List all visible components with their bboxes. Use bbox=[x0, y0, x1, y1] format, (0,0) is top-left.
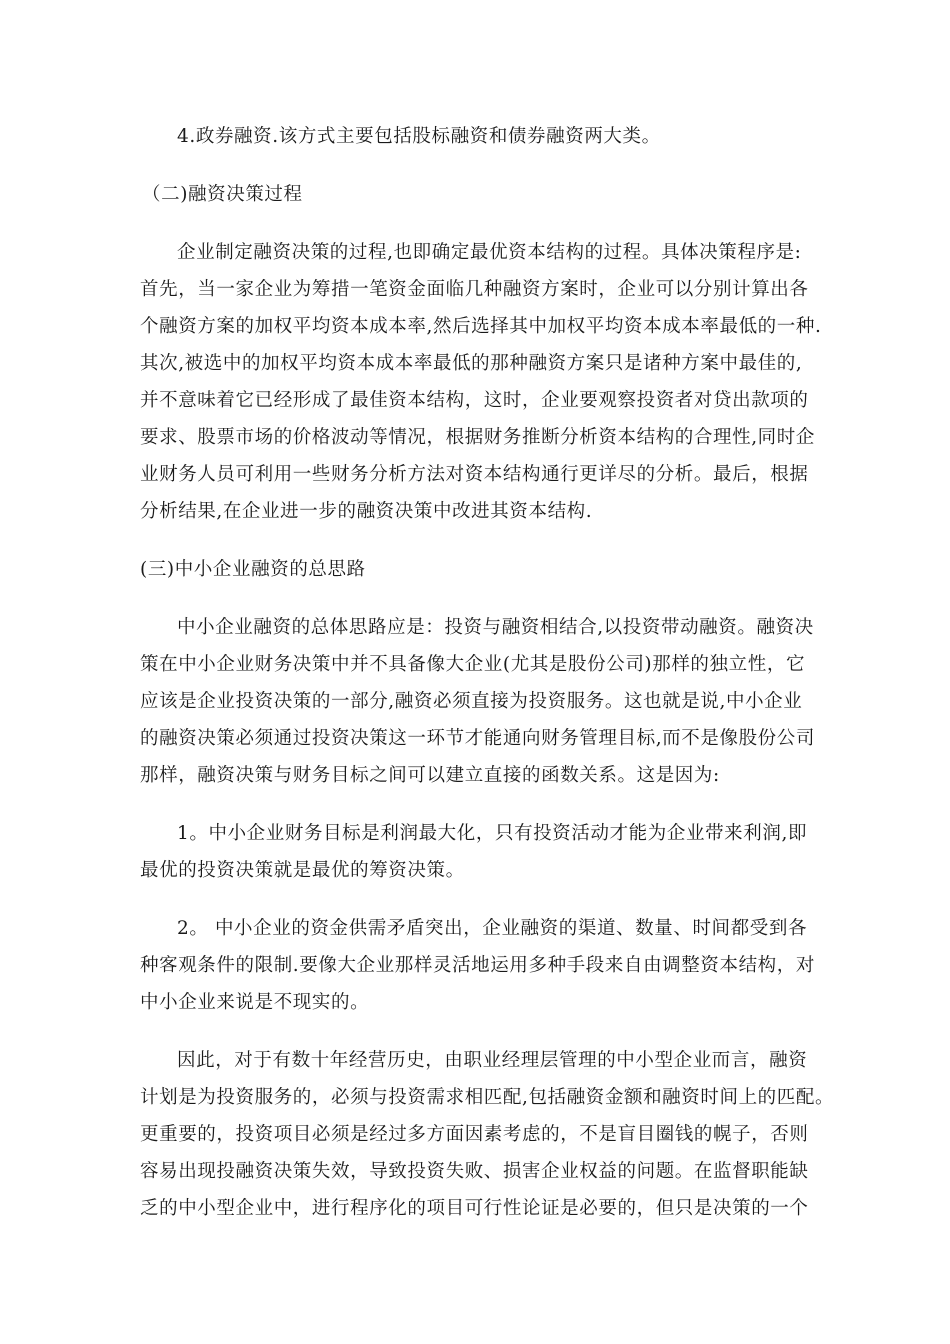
list-item-line: 种客观条件的限制.要像大企业那样灵活地运用多种手段来自由调整资本结构，对 bbox=[140, 955, 815, 976]
paragraph-line: 其次,被选中的加权平均资本成本率最低的那种融资方案只是诸种方案中最佳的, bbox=[140, 353, 803, 374]
section-heading: （二)融资决策过程 bbox=[142, 184, 303, 205]
paragraph-line: 4.政券融资.该方式主要包括股标融资和债券融资两大类。 bbox=[177, 126, 661, 147]
list-item-line: 中小企业来说是不现实的。 bbox=[140, 992, 370, 1013]
paragraph-line: 要求、股票市场的价格波动等情况，根据财务推断分析资本结构的合理性,同时企 bbox=[140, 427, 815, 448]
paragraph-line: 首先，当一家企业为筹措一笔资金面临几种融资方案时，企业可以分别计算出各 bbox=[140, 279, 809, 300]
paragraph-line: 应该是企业投资决策的一部分,融资必须直接为投资服务。这也就是说,中小企业 bbox=[140, 691, 803, 712]
paragraph-line: 企业制定融资决策的过程,也即确定最优资本结构的过程。具体决策程序是: bbox=[177, 242, 802, 263]
paragraph-line: 并不意味着它已经形成了最佳资本结构，这时，企业要观察投资者对贷出款项的 bbox=[140, 390, 809, 411]
paragraph-line: 策在中小企业财务决策中并不具备像大企业(尤其是股份公司)那样的独立性，它 bbox=[140, 654, 806, 675]
paragraph-line: 因此，对于有数十年经营历史，由职业经理层管理的中小型企业而言，融资 bbox=[177, 1050, 808, 1071]
paragraph-line: 更重要的，投资项目必须是经过多方面因素考虑的，不是盲目圈钱的幌子，否则 bbox=[140, 1124, 809, 1145]
paragraph-line: 分析结果,在企业进一步的融资决策中改进其资本结构. bbox=[140, 501, 593, 522]
list-item-line: 2。 中小企业的资金供需矛盾突出，企业融资的渠道、数量、时间都受到各 bbox=[177, 918, 808, 939]
paragraph-line: 那样，融资决策与财务目标之间可以建立直接的函数关系。这是因为: bbox=[140, 765, 720, 786]
paragraph-line: 个融资方案的加权平均资本成本率,然后选择其中加权平均资本成本率最低的一种. bbox=[140, 316, 822, 337]
section-heading: (三)中小企业融资的总思路 bbox=[140, 559, 366, 580]
paragraph-line: 计划是为投资服务的，必须与投资需求相匹配,包括融资金额和融资时间上的匹配。 bbox=[140, 1087, 835, 1108]
paragraph-line: 的融资决策必须通过投资决策这一环节才能通向财务管理目标,而不是像股份公司 bbox=[140, 728, 815, 749]
list-item-line: 1。中小企业财务目标是利润最大化，只有投资活动才能为企业带来利润,即 bbox=[177, 823, 808, 844]
paragraph-line: 容易出现投融资决策失效，导致投资失败、损害企业权益的问题。在监督职能缺 bbox=[140, 1161, 809, 1182]
paragraph-line: 业财务人员可利用一些财务分析方法对资本结构通行更详尽的分析。最后，根据 bbox=[140, 464, 809, 485]
document-page bbox=[140, 0, 835, 1344]
paragraph-line: 中小企业融资的总体思路应是：投资与融资相结合,以投资带动融资。融资决 bbox=[177, 617, 814, 638]
list-item-line: 最优的投资决策就是最优的筹资决策。 bbox=[140, 860, 465, 881]
paragraph-line: 乏的中小型企业中，进行程序化的项目可行性论证是必要的，但只是决策的一个 bbox=[140, 1198, 809, 1219]
